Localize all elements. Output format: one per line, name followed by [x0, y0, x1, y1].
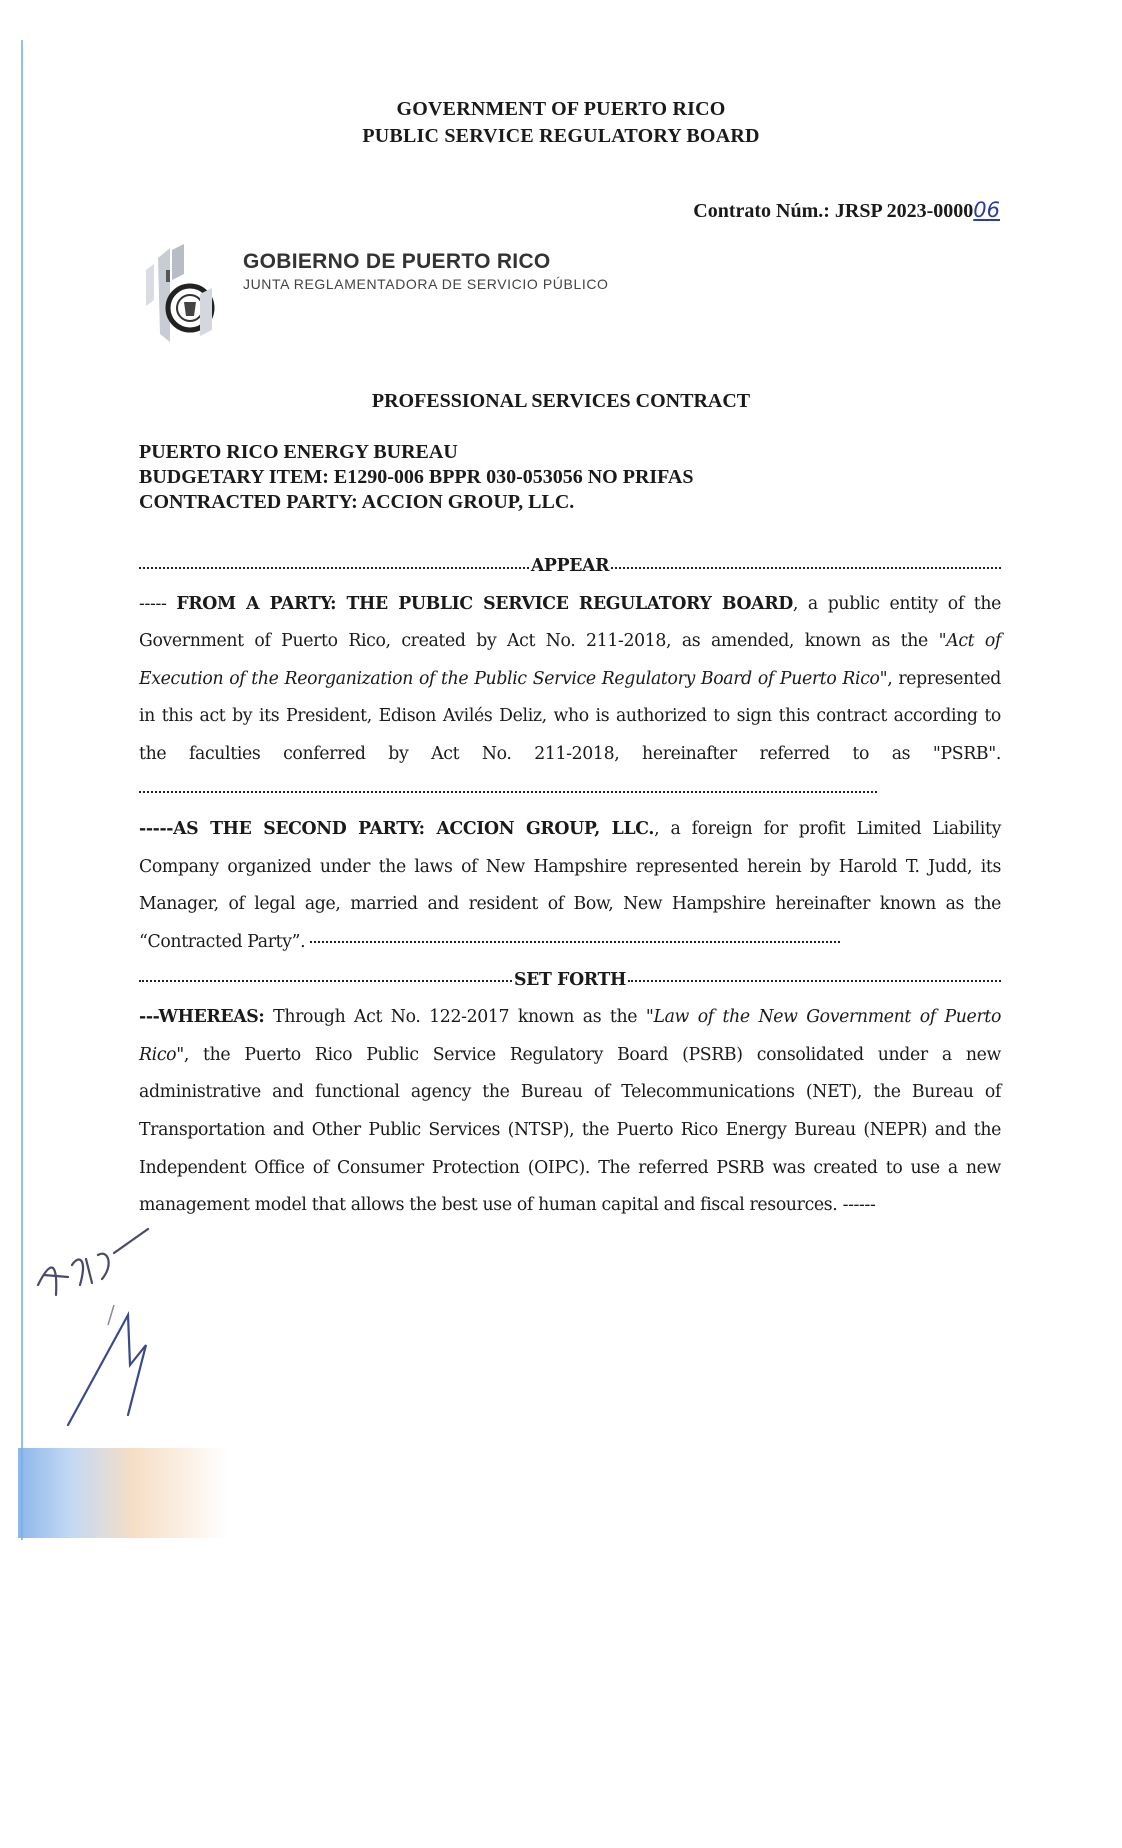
first-party-heading: FROM A PARTY: THE PUBLIC SERVICE REGULATORY BOARD — [176, 593, 793, 614]
dotted-fill — [310, 941, 840, 943]
gobierno-seal-logo — [140, 230, 230, 348]
scan-color-bleed — [18, 1448, 228, 1538]
contract-number — [693, 198, 1000, 223]
first-party-text-2: ", represented in this act by its President, Edison Avilés Deliz, who is authorized to sign this contract according to the faculties conferred by Act No. 211-2018, hereinafter referred to as "PSRB". — [139, 668, 1001, 764]
contract-body — [139, 548, 1001, 1225]
meta-bureau: PUERTO RICO ENERGY BUREAU — [139, 441, 458, 463]
contract-meta — [139, 440, 693, 515]
second-party-heading: AS THE SECOND PARTY: ACCION GROUP, LLC. — [173, 819, 655, 840]
whereas-paragraph — [139, 999, 1001, 1225]
law-title: Law of the New Government of Puerto Rico — [139, 1007, 1001, 1065]
contract-number-label: Contrato Núm.: JRSP 2023-0000 — [693, 200, 974, 222]
document-header — [0, 96, 1122, 150]
set-forth-divider — [139, 962, 1001, 1000]
meta-contracted-party: CONTRACTED PARTY: ACCION GROUP, LLC. — [139, 491, 575, 513]
whereas-text-1: Through Act No. 122-2017 known as the " — [264, 1007, 654, 1028]
gobierno-name: GOBIERNO DE PUERTO RICO — [243, 250, 551, 273]
second-party-text: , a foreign for profit Limited Liability Company organized under the laws of New Hampshire represented herein by Harold T. Judd, its Manager, of legal age, married and resident of Bow, New Hampshire hereinafter known as the “Contracted Party”. — [139, 819, 1001, 952]
first-party-text-1: , a public entity of the Government of Puerto Rico, created by Act No. 211-2018, as amended, known as the " — [139, 593, 1001, 652]
junta-subtitle: JUNTA REGLAMENTADORA DE SERVICIO PÚBLICO — [243, 276, 609, 292]
whereas-heading: WHEREAS: — [158, 1007, 265, 1028]
second-party-lead: ----- — [139, 819, 174, 840]
header-line-2: PUBLIC SERVICE REGULATORY BOARD — [362, 125, 760, 147]
first-party-paragraph — [139, 586, 1001, 812]
second-party-paragraph — [139, 811, 1001, 961]
government-name-block — [243, 250, 609, 292]
whereas-text-2: ", the Puerto Rico Public Service Regulatory Board (PSRB) consolidated under a new administrative and functional agency the Bureau of Telecommunications (NET), the Bureau of Transportation and Other Public Services (NTSP), the Puerto Rico Energy Bureau (NEPR) and the Independent Office of Consumer Protection (OIPC). The referred PSRB was created to use a new management model that allows the best use of human capital and fiscal resources. ------ — [139, 1044, 1001, 1216]
appear-label: APPEAR — [530, 556, 610, 576]
dotted-fill — [139, 791, 877, 793]
act-title: Act of Execution of the Reorganization of the Public Service Regulatory Board of Puerto Rico — [139, 631, 1001, 689]
set-forth-label: SET FORTH — [514, 969, 626, 990]
appear-divider — [139, 548, 1001, 586]
initials-signature — [28, 1225, 158, 1455]
first-party-lead: ----- — [139, 593, 177, 614]
margin-line — [21, 40, 23, 1540]
contract-number-handwritten: 06 — [973, 198, 1000, 222]
header-line-1: GOVERNMENT OF PUERTO RICO — [396, 98, 726, 120]
contract-title: PROFESSIONAL SERVICES CONTRACT — [371, 390, 751, 412]
meta-budgetary-item: BUDGETARY ITEM: E1290-006 BPPR 030-053056 NO PRIFAS — [139, 466, 694, 488]
whereas-lead: --- — [139, 1007, 159, 1028]
